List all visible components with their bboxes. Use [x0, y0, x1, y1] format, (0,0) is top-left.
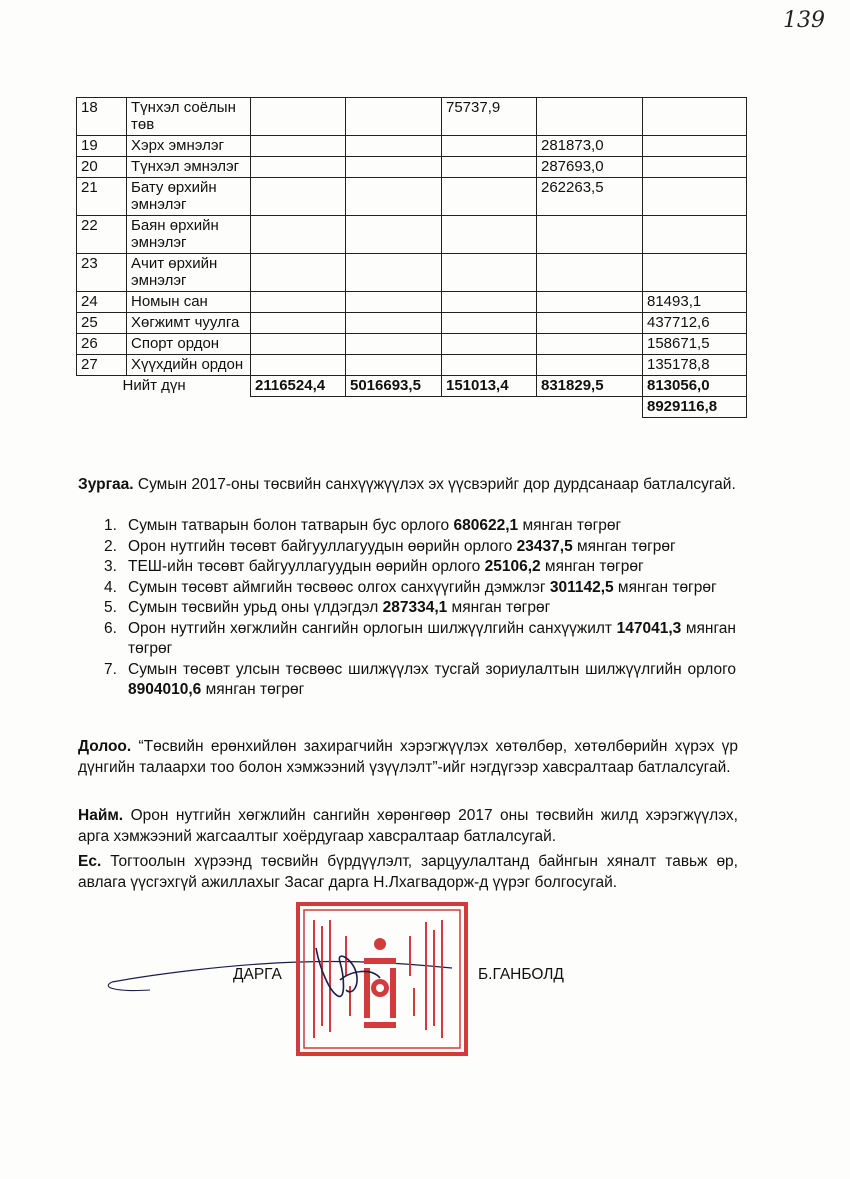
value-cell [251, 157, 346, 178]
table-row [77, 136, 747, 157]
value-cell: 437712,6 [643, 313, 747, 334]
org-name-cell: Хэрх эмнэлэг [127, 136, 251, 157]
item-text: Сумын төсөвт аймгийн төсвөөс олгох санхүүгийн дэмжлэг [128, 578, 550, 596]
section-seven [78, 737, 738, 778]
total-label: Нийт дүн [77, 376, 251, 397]
row-number-cell: 19 [77, 136, 127, 157]
org-name-cell: Хүүхдийн ордон [127, 355, 251, 376]
org-name-cell: Бату өрхийн эмнэлэг [127, 178, 251, 216]
budget-table [76, 97, 747, 418]
value-cell: 262263,5 [537, 178, 643, 216]
row-number-cell: 27 [77, 355, 127, 376]
row-number-cell: 22 [77, 216, 127, 254]
value-cell [442, 254, 537, 292]
value-cell [442, 313, 537, 334]
item-unit: мянган төгрөг [447, 599, 551, 616]
section-seven-text: “Төсвийн ерөнхийлөн захирагчийн хэрэгжүүлэх хөтөлбөр, хөтөлбөрийн хүрэх үр дүнгийн талаархи тоо болон хэмжээний үзүүлэлт”-ийг нэгдүгээр хавсралтаар батлалсугай. [78, 738, 738, 776]
row-number-cell: 23 [77, 254, 127, 292]
item-text: Сумын төсөвт улсын төсвөөс шилжүүлэх тусгай зориулалтын шилжүүлгийн орлого [128, 660, 736, 678]
list-number: 3. [104, 558, 117, 575]
item-text: Орон нутгийн төсөвт байгууллагуудын өөрийн орлого [128, 537, 517, 555]
section-nine [78, 852, 738, 893]
table-row [77, 334, 747, 355]
org-name-cell: Түнхэл соёлын төв [127, 98, 251, 136]
value-cell [346, 334, 442, 355]
value-cell [643, 216, 747, 254]
value-cell [537, 334, 643, 355]
row-number-cell: 20 [77, 157, 127, 178]
value-cell [442, 334, 537, 355]
list-item [104, 598, 736, 619]
item-text: Орон нутгийн хөгжлийн сангийн орлогын шилжүүлгийн санхүүжилт [128, 619, 617, 637]
section-eight [78, 806, 738, 847]
section-six-text: Сумын 2017-оны төсвийн санхүүжүүлэх эх үүсвэрийг дор дурдсанаар батлалсугай. [133, 476, 736, 493]
section-eight-head: Найм. [78, 807, 124, 824]
value-cell [537, 355, 643, 376]
value-cell: 75737,9 [442, 98, 537, 136]
value-cell [643, 136, 747, 157]
value-cell [442, 355, 537, 376]
value-cell [442, 292, 537, 313]
section-seven-head: Долоо. [78, 738, 132, 755]
section-nine-head: Ес. [78, 853, 102, 870]
table-total-row [77, 376, 747, 397]
table-row [77, 313, 747, 334]
item-amount: 25106,2 [484, 558, 541, 575]
org-name-cell: Номын сан [127, 292, 251, 313]
table-row [77, 216, 747, 254]
list-number: 6. [104, 619, 117, 637]
page-number: 139 [783, 8, 825, 33]
value-cell [251, 334, 346, 355]
value-cell [251, 355, 346, 376]
org-name-cell: Баян өрхийн эмнэлэг [127, 216, 251, 254]
list-number: 4. [104, 578, 117, 596]
org-name-cell: Спорт ордон [127, 334, 251, 355]
list-item [104, 578, 736, 599]
row-number-cell: 26 [77, 334, 127, 355]
value-cell [251, 292, 346, 313]
list-item [104, 619, 736, 660]
value-cell [346, 292, 442, 313]
org-name-cell: Түнхэл эмнэлэг [127, 157, 251, 178]
value-cell: 158671,5 [643, 334, 747, 355]
value-cell: 287693,0 [537, 157, 643, 178]
table-row [77, 98, 747, 136]
list-number: 1. [104, 517, 117, 534]
value-cell: 281873,0 [537, 136, 643, 157]
value-cell: 81493,1 [643, 292, 747, 313]
value-cell [346, 136, 442, 157]
section-six-head: Зургаа. [78, 476, 134, 493]
item-text: ТЕШ-ийн төсөвт байгууллагуудын өөрийн орлого [128, 558, 485, 575]
item-text: Сумын төсвийн урьд оны үлдэгдэл [128, 599, 383, 616]
total-cell: 5016693,5 [346, 376, 442, 397]
grand-total-cell: 8929116,8 [643, 397, 747, 418]
list-item [104, 557, 736, 578]
row-number-cell: 18 [77, 98, 127, 136]
table-row [77, 157, 747, 178]
value-cell [346, 98, 442, 136]
value-cell [346, 216, 442, 254]
org-name-cell: Ачит өрхийн эмнэлэг [127, 254, 251, 292]
list-item [104, 660, 736, 701]
value-cell [537, 254, 643, 292]
item-amount: 147041,3 [616, 619, 682, 637]
item-amount: 301142,5 [549, 578, 614, 596]
section-nine-text: Тогтоолын хүрээнд төсвийн бүрдүүлэлт, зарцуулалтанд байнгын хяналт тавьж өр, авлага үүсгэхгүй ажиллахыг Засаг дарга Н.Лхагвадорж-д үүрэг болгосугай. [78, 853, 738, 891]
value-cell [346, 254, 442, 292]
value-cell: 135178,8 [643, 355, 747, 376]
value-cell [643, 98, 747, 136]
item-unit: мянган төгрөг [572, 537, 676, 555]
list-number: 5. [104, 599, 117, 616]
section-eight-text: Орон нутгийн хөгжлийн сангийн хөрөнгөөр 2017 оны төсвийн жилд хэрэгжүүлэх, арга хэмжээний жагсаалтыг хоёрдугаар хавсралтаар батлалсугай. [78, 807, 738, 845]
value-cell [251, 98, 346, 136]
value-cell [537, 98, 643, 136]
value-cell [251, 178, 346, 216]
table-row [77, 292, 747, 313]
item-unit: мянган төгрөг [613, 578, 717, 596]
blank-cell [77, 397, 643, 418]
table-row [77, 254, 747, 292]
value-cell [643, 254, 747, 292]
seal-emblem-icon [300, 906, 464, 1052]
value-cell [251, 254, 346, 292]
row-number-cell: 21 [77, 178, 127, 216]
value-cell [537, 292, 643, 313]
value-cell [537, 216, 643, 254]
value-cell [442, 216, 537, 254]
value-cell [442, 136, 537, 157]
value-cell [643, 157, 747, 178]
value-cell [251, 136, 346, 157]
org-name-cell: Хөгжимт чуулга [127, 313, 251, 334]
list-item [104, 516, 736, 537]
list-number: 2. [104, 537, 117, 555]
signatory-title: ДАРГА [233, 966, 282, 983]
item-text: Сумын татварын болон татварын бус орлого [128, 517, 454, 534]
total-cell: 813056,0 [643, 376, 747, 397]
value-cell [346, 355, 442, 376]
signatory-name: Б.ГАНБОЛД [478, 966, 564, 983]
row-number-cell: 24 [77, 292, 127, 313]
value-cell [442, 157, 537, 178]
item-unit: мянган төгрөг [518, 517, 622, 534]
value-cell [537, 313, 643, 334]
total-cell: 151013,4 [442, 376, 537, 397]
item-amount: 8904010,6 [128, 681, 202, 698]
value-cell [251, 216, 346, 254]
row-number-cell: 25 [77, 313, 127, 334]
item-unit: мянган төгрөг [128, 619, 736, 657]
list-number: 7. [104, 660, 117, 678]
item-amount: 23437,5 [516, 537, 573, 555]
table-grand-total-row [77, 397, 747, 418]
list-item [104, 537, 736, 558]
table-row [77, 178, 747, 216]
value-cell [251, 313, 346, 334]
value-cell [643, 178, 747, 216]
item-unit: мянган төгрөг [201, 681, 305, 698]
section-six-intro [78, 475, 738, 496]
table-row [77, 355, 747, 376]
value-cell [442, 178, 537, 216]
item-amount: 680622,1 [453, 517, 519, 534]
item-unit: мянган төгрөг [540, 558, 644, 575]
funding-source-list [104, 516, 736, 701]
value-cell [346, 313, 442, 334]
value-cell [346, 178, 442, 216]
item-amount: 287334,1 [382, 599, 448, 616]
value-cell [346, 157, 442, 178]
official-seal-stamp [296, 902, 468, 1056]
total-cell: 2116524,4 [251, 376, 346, 397]
total-cell: 831829,5 [537, 376, 643, 397]
